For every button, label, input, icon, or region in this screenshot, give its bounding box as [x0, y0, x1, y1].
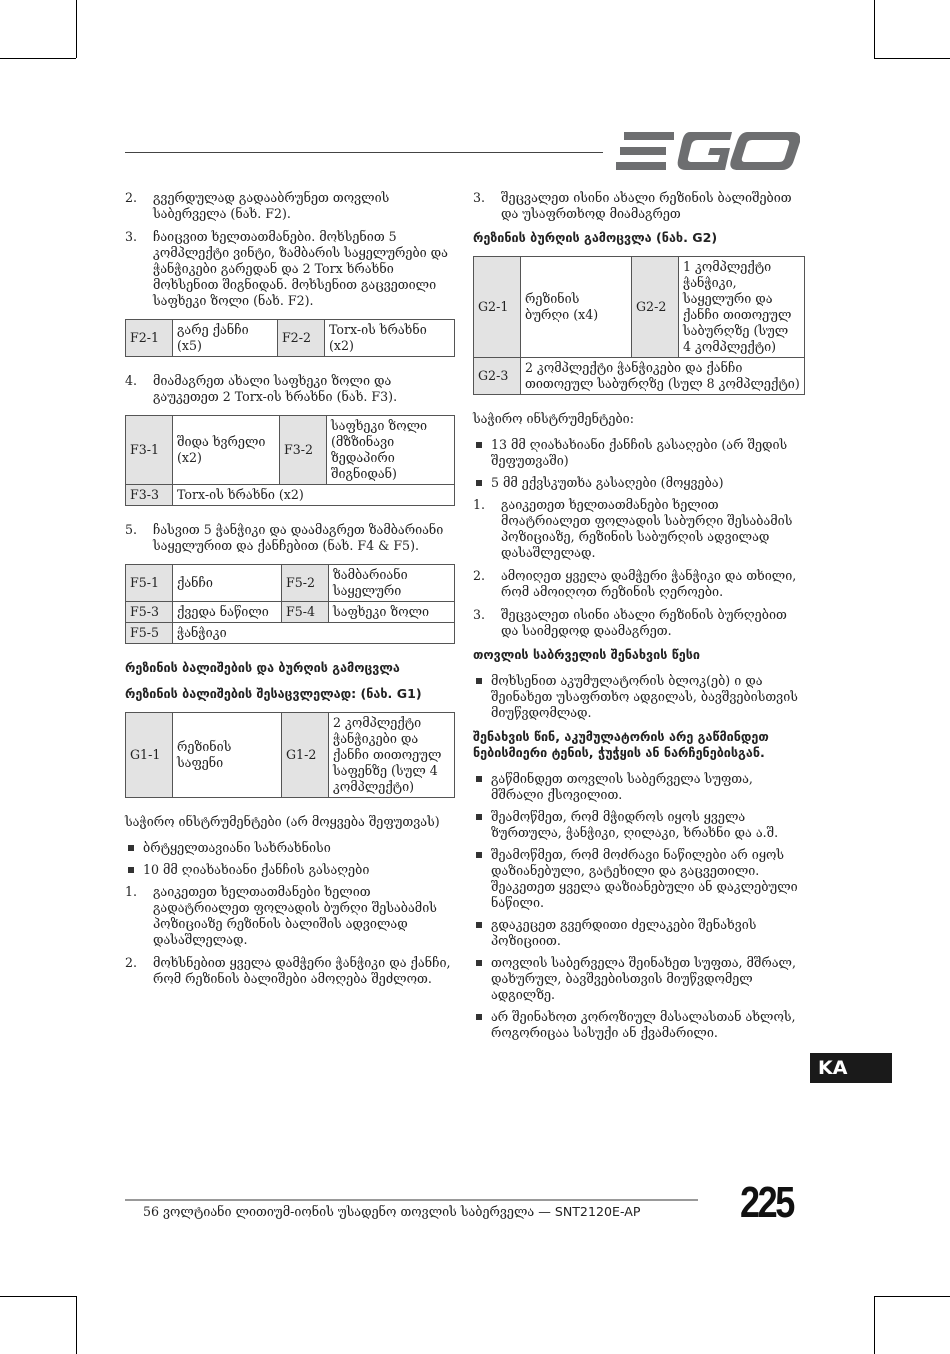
crop-mark: [874, 1296, 875, 1354]
crop-mark: [874, 0, 875, 58]
list-item: 1. გაიკეთეთ ხელთათმანები ხელით გადატრიალეთ ფოლადის ბურღი შესაბამის პოზიციაზე რეზინის ბალიშის ადვილად დასაშლელად.: [125, 884, 437, 947]
list-item: 3. ჩაიცვით ხელთათმანები. მოხსენით 5 კომპლექტი ვინტი, ზამბარის საყელურები და ჭანჭიკები გარედან და 2 Torx ხრახნი მოხსენით შიგნიდან. მოხსენით გაცვეთილი საფხეკი ზოლი (ნახ. F2).: [125, 229, 448, 308]
list-item: 5. ჩასვით 5 ჭანჭიკი და დაამაგრეთ ზამბარიანი საყელურით და ქანჩებით (ნახ. F4 & F5).: [125, 522, 444, 553]
header-rule: [125, 152, 603, 153]
table-f5: F5-1 ქანჩი F5-2 ზამბარიანი საყელური F5-3 ქვედა ნაწილი F5-4 საფხეკი ზოლი F5-5 ჭანჭიკი: [125, 564, 455, 644]
list-item: 1. გაიკეთეთ ხელთათმანები ხელით მოატრიალეთ ფოლადის საბურღი შესაბამის პოზიციაზე, რეზინის საბურღის ადვილად დასაშლელად.: [473, 497, 793, 560]
section-heading: რეზინის ბალიშების და ბურღის გამოცვლა: [125, 660, 400, 675]
warning-text: შენახვის წინ, აკუმულატორის არე გაწმინდეთ ნებისმიერი ტენის, ჭუჭყის ან ნარჩენებისგან.: [473, 729, 769, 760]
list-item: 2. გვერდულად გადააბრუნეთ თოვლის საბერველა (ნახ. F2).: [125, 190, 390, 221]
table-g2: G2-1 რეზინის ბურღი (x4) G2-2 1 კომპლექტი ჭანჭიკი, საყელური და ქანჩი თითოეულ საბურღზე (სულ 4 კომპლექტი) G2-3 2 კომპლექტი ჭანჭიკები და ქანჩი თითოეულ საბურღზე (სულ 8 კომპლექტი): [473, 256, 805, 395]
crop-mark: [0, 58, 76, 59]
bullet-item: მოხსენით აკუმულატორის ბლოკ(ებ) ი და შეინახეთ უსაფრთხო ადგილას, ბავშვებისთვის მიუწვდომლად.: [473, 673, 805, 721]
section-heading: რეზინის ბურღის გამოცვლა (ნახ. G2): [473, 230, 718, 245]
left-column: [125, 190, 455, 994]
bullet-item: 5 მმ ექვსკუთხა გასაღები (მოყვება): [473, 475, 805, 491]
bullet-square: [128, 845, 134, 851]
footer-rule: [125, 1199, 698, 1201]
bullet-item: 13 მმ ღიახახიანი ქანჩის გასაღები (არ შედის შეფუთვაში): [473, 437, 805, 469]
list-item: 2. მოხსნებით ყველა დამჭერი ჭანჭიკი და ქანჩი, რომ რეზინის ბალიშები ამოღება შეძლოთ.: [125, 955, 451, 986]
language-tab: KA: [810, 1053, 892, 1083]
bullet-item: ბრტყელთავიანი სახრახნისი: [125, 840, 455, 856]
bullet-item: თოვლის საბერველა შეინახეთ სუფთა, მშრალ, დახურულ, ბავშვებისთვის მიუწვდომელ ადგილზე.: [473, 955, 805, 1003]
page-number: 225: [740, 1178, 793, 1227]
table-f2: F2-1 გარე ქანჩი (x5) F2-2 Torx-ის ხრახნი (x2): [125, 319, 455, 357]
bullet-square: [128, 867, 134, 873]
bullet-square: [476, 960, 482, 966]
bullet-square: [476, 922, 482, 928]
table-g1: G1-1 რეზინის საფენი G1-2 2 კომპლექტი ჭანჭიკები და ქანჩი თითოეულ საფენზე (სულ 4 კომპლექტი): [125, 712, 455, 798]
crop-mark: [0, 1296, 76, 1297]
bullet-square: [476, 814, 482, 820]
bullet-item: გაწმინდეთ თოვლის საბერველა სუფთა, მშრალი ქსოვილით.: [473, 771, 805, 803]
bullet-square: [476, 678, 482, 684]
section-heading: თოვლის საბრველის შენახვის წესი: [473, 647, 700, 662]
crop-mark: [76, 1296, 77, 1354]
bullet-item: გდაკეცეთ გვერდითი ძელაკები შენახვის პოზიციით.: [473, 917, 805, 949]
bullet-item: 10 მმ ღიახახიანი ქანჩის გასაღები: [125, 862, 455, 878]
tools-intro: საჭირო ინსტრუმენტები (არ მოყვება შეფუთვას): [125, 814, 440, 829]
crop-mark: [874, 58, 950, 59]
bullet-square: [476, 776, 482, 782]
bullet-square: [476, 442, 482, 448]
bullet-square: [476, 1014, 482, 1020]
footer: 56 ვოლტიანი ლითიუმ-იონის უსადენო თოვლის საბერველა — SNT2120E-AP: [143, 1204, 641, 1219]
crop-mark: [874, 1296, 950, 1297]
ego-logo: [616, 128, 800, 174]
list-item: 4. მიამაგრეთ ახალი საფხეკი ზოლი და გაუკეთეთ 2 Torx-ის ხრახნი (ნახ. F3).: [125, 373, 398, 404]
bullet-square: [476, 480, 482, 486]
bullet-item: შეამოწმეთ, რომ მჭიდროს იყოს ყველა ზურთულა, ჭანჭიკი, ღილაკი, ხრახნი და ა.შ.: [473, 809, 805, 841]
bullet-item: არ შეინახოთ კოროზიულ მასალასთან ახლოს, როგორიცაა სასუქი ან ქვამარილი.: [473, 1009, 805, 1041]
section-heading: რეზინის ბალიშების შესაცვლელად: (ნახ. G1): [125, 686, 422, 701]
list-item: 3. შეცვალეთ ისინი ახალი რეზინის ბალიშებით და უსაფრთხოდ მიამაგრეთ: [473, 190, 792, 221]
list-item: 2. ამოიღეთ ყველა დამჭერი ჭანჭიკი და თხილი, რომ ამოიღოთ რეზინის ღეროები.: [473, 568, 797, 599]
table-f3: F3-1 შიდა ხვრელი (x2) F3-2 საფხეკი ზოლი (მზზინავი ზედაპირი შიგნიდან) F3-3 Torx-ის ხრახნი (x2): [125, 415, 455, 506]
model-number: SNT2120E-AP: [554, 1204, 641, 1219]
bullet-item: შეამოწმეთ, რომ მოძრავი ნაწილები არ იყოს დაზიანებული, გატეხილი და გაცვეთილი. შეაკეთეთ ყველა დაზიანებული ან დაკლებული ნაწილი.: [473, 847, 805, 911]
crop-mark: [76, 0, 77, 58]
right-column: [473, 190, 805, 1047]
list-item: 3. შეცვალეთ ისინი ახალი რეზინის ბურღებით და საიმედოდ დაამაგრეთ.: [473, 607, 787, 638]
tools-intro: საჭირო ინსტრუმენტები:: [473, 411, 634, 426]
bullet-square: [476, 852, 482, 858]
